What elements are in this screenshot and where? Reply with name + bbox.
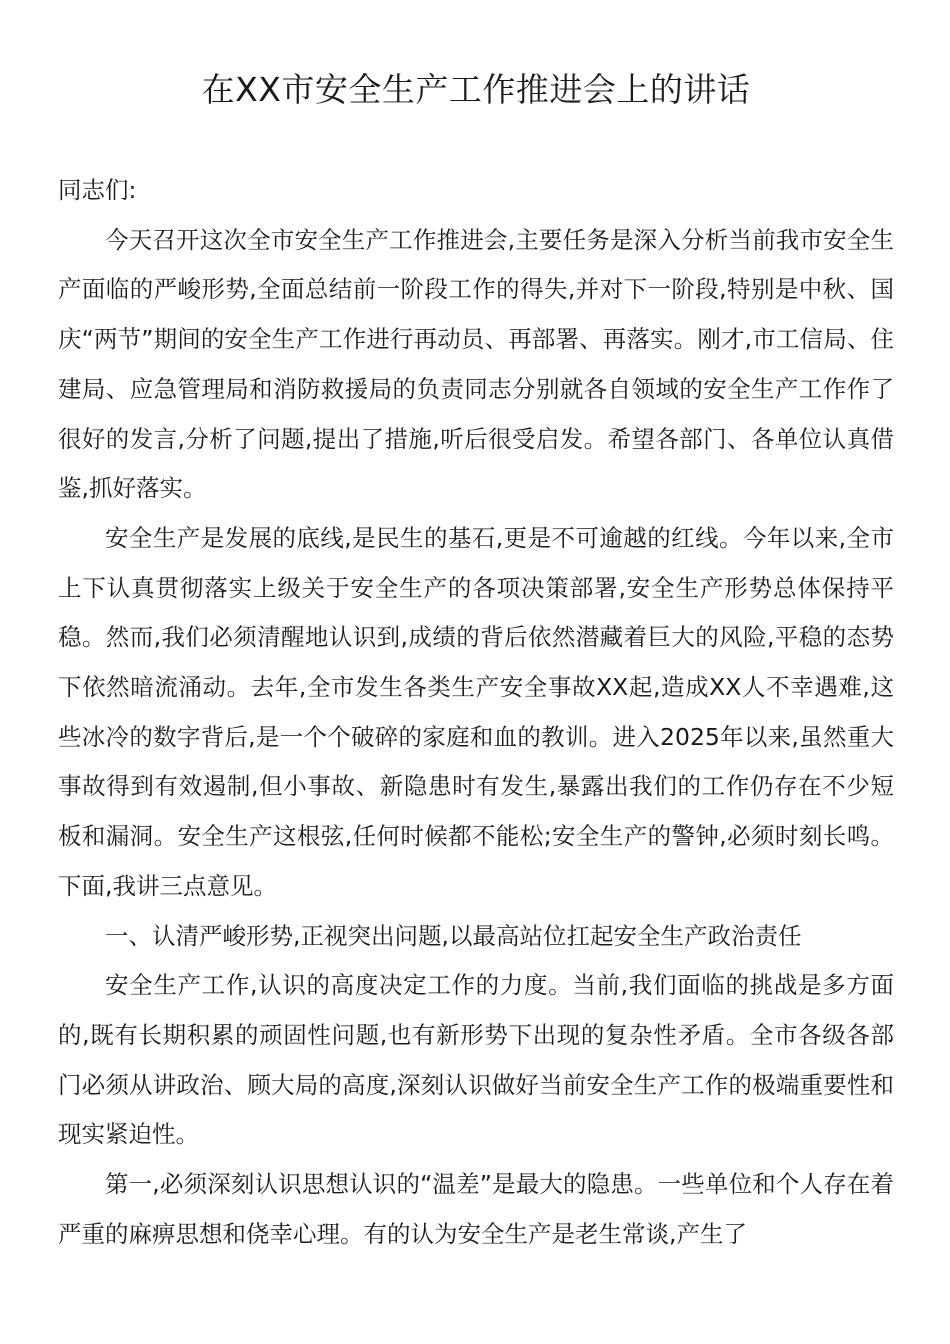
salutation: 同志们: [58, 176, 137, 204]
paragraph-section-1-intro: 安全生产工作,认识的高度决定工作的力度。当前,我们面临的挑战是多方面的,既有长期积累的顽固性问题,也有新形势下出现的复杂性矛盾。全市各级各部门必须从讲政治、顾大局的高度,深刻认识做好当前安全生产工作的极端重要性和现实紧迫性。 [58, 971, 894, 1149]
paragraph-situation: 安全生产是发展的底线,是民生的基石,更是不可逾越的红线。今年以来,全市上下认真贯彻落实上级关于安全生产的各项决策部署,安全生产形势总体保持平稳。然而,我们必须清醒地认识到,成绩的背后依然潜藏着巨大的风险,平稳的态势下依然暗流涌动。去年,全市发生各类生产安全事故XX起,造成XX人不幸遇难,这些冰冷的数字背后,是一个个破碎的家庭和血的教训。进入2025年以来,虽然重大事故得到有效遏制,但小事故、新隐患时有发生,暴露出我们的工作仍存在不少短板和漏洞。安全生产这根弦,任何时候都不能松;安全生产的警钟,必须时刻长鸣。下面,我讲三点意见。 [58, 523, 894, 900]
paragraph-opening: 今天召开这次全市安全生产工作推进会,主要任务是深入分析当前我市安全生产面临的严峻形势,全面总结前一阶段工作的得失,并对下一阶段,特别是中秋、国庆“两节”期间的安全生产工作进行再动员、再部署、再落实。刚才,市工信局、住建局、应急管理局和消防救援局的负责同志分别就各自领域的安全生产工作作了很好的发言,分析了问题,提出了措施,听后很受启发。希望各部门、各单位认真借鉴,抓好落实。 [58, 225, 894, 503]
document-body [58, 166, 894, 1259]
paragraph-point-1: 第一,必须深刻认识思想认识的“温差”是最大的隐患。一些单位和个人存在着严重的麻痹思想和侥幸心理。有的认为安全生产是老生常谈,产生了 [58, 1170, 894, 1248]
section-heading-1: 一、认清严峻形势,正视突出问题,以最高站位扛起安全生产政治责任 [105, 921, 802, 950]
document-title: 在XX市安全生产工作推进会上的讲话 [201, 70, 751, 109]
